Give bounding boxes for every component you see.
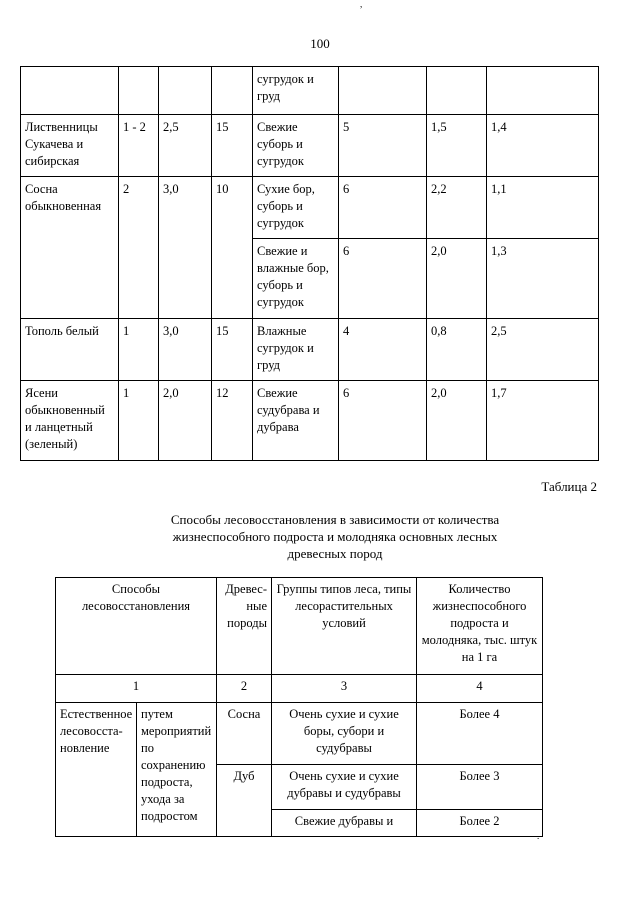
column-number: 1	[56, 675, 217, 703]
column-number: 3	[272, 675, 417, 703]
amount-cell: Более 2	[417, 810, 543, 837]
species-cell: Дуб	[217, 765, 272, 837]
scan-mark: .	[537, 831, 540, 841]
header-cell: Группы типов леса, типы лесорастительных условий	[272, 578, 417, 675]
table-row	[21, 115, 599, 177]
species-cell: Тополь белый	[21, 319, 119, 381]
value-cell: 0,8	[427, 319, 487, 381]
value-cell: 15	[212, 115, 253, 177]
value-cell: 2,0	[159, 381, 212, 461]
page-number: 100	[310, 36, 330, 51]
value-cell: 1,1	[487, 177, 599, 239]
species-cell: Сосна	[217, 703, 272, 765]
value-cell: 3,0	[159, 177, 212, 319]
value-cell: 2,0	[427, 381, 487, 461]
value-cell: 12	[212, 381, 253, 461]
table-row	[21, 67, 599, 115]
table-row	[21, 381, 599, 461]
header-cell: Древес-ные породы	[217, 578, 272, 675]
conditions-cell: Свежие судубрава и дубрава	[253, 381, 339, 461]
value-cell: 1,4	[487, 115, 599, 177]
table-row	[21, 177, 599, 239]
column-number: 2	[217, 675, 272, 703]
species-table	[20, 66, 599, 461]
conditions-cell: Свежие суборь и сугрудок	[253, 115, 339, 177]
value-cell: 6	[339, 177, 427, 239]
amount-cell: Более 3	[417, 765, 543, 810]
conditions-cell: Свежие и влажные бор, суборь и сугрудок	[253, 239, 339, 319]
column-number: 4	[417, 675, 543, 703]
header-cell: Способы лесовосстановления	[56, 578, 217, 675]
value-cell: 6	[339, 239, 427, 319]
value-cell: 2,5	[487, 319, 599, 381]
reforestation-table	[55, 577, 543, 837]
conditions-cell: Сухие бор, суборь и сугрудок	[253, 177, 339, 239]
header-row	[56, 578, 543, 675]
table-row	[56, 703, 543, 765]
number-row	[56, 675, 543, 703]
table-caption: Таблица 2	[541, 479, 597, 494]
header-cell: Количество жизнеспособного подроста и молодняка, тыс. штук на 1 га	[417, 578, 543, 675]
method-sub-cell: путем мероприятий по сохранению подроста, ухода за подростом	[137, 703, 217, 837]
value-cell: 3,0	[159, 319, 212, 381]
value-cell: 1,3	[487, 239, 599, 319]
value-cell: 6	[339, 381, 427, 461]
table-title: Способы лесовосстановления в зависимости от количества жизнеспособного подроста и молодняка основных лесных древесных пород	[170, 512, 500, 561]
value-cell: 1 - 2	[119, 115, 159, 177]
species-cell: Ясени обыкновенный и ланцетный (зеленый)	[21, 381, 119, 461]
amount-cell: Более 4	[417, 703, 543, 765]
value-cell: 15	[212, 319, 253, 381]
table-row	[21, 319, 599, 381]
value-cell: 2,2	[427, 177, 487, 239]
value-cell: 1,5	[427, 115, 487, 177]
value-cell: 5	[339, 115, 427, 177]
value-cell: 2	[119, 177, 159, 319]
forest-type-cell: Очень сухие и сухие боры, субори и судубравы	[272, 703, 417, 765]
scan-mark: ,	[360, 0, 363, 9]
value-cell: 1,7	[487, 381, 599, 461]
value-cell: 10	[212, 177, 253, 319]
forest-type-cell: Свежие дубравы и	[272, 810, 417, 837]
species-cell: Лиственницы Сукачева и сибирская	[21, 115, 119, 177]
value-cell: 2,5	[159, 115, 212, 177]
conditions-cell: Влажные сугрудок и груд	[253, 319, 339, 381]
method-cell: Естественное лесовосста-новление	[56, 703, 137, 837]
value-cell: 4	[339, 319, 427, 381]
conditions-cell: сугрудок и груд	[253, 67, 339, 115]
forest-type-cell: Очень сухие и сухие дубравы и судубравы	[272, 765, 417, 810]
value-cell: 1	[119, 381, 159, 461]
value-cell: 1	[119, 319, 159, 381]
value-cell: 2,0	[427, 239, 487, 319]
species-cell: Сосна обыкновенная	[21, 177, 119, 319]
